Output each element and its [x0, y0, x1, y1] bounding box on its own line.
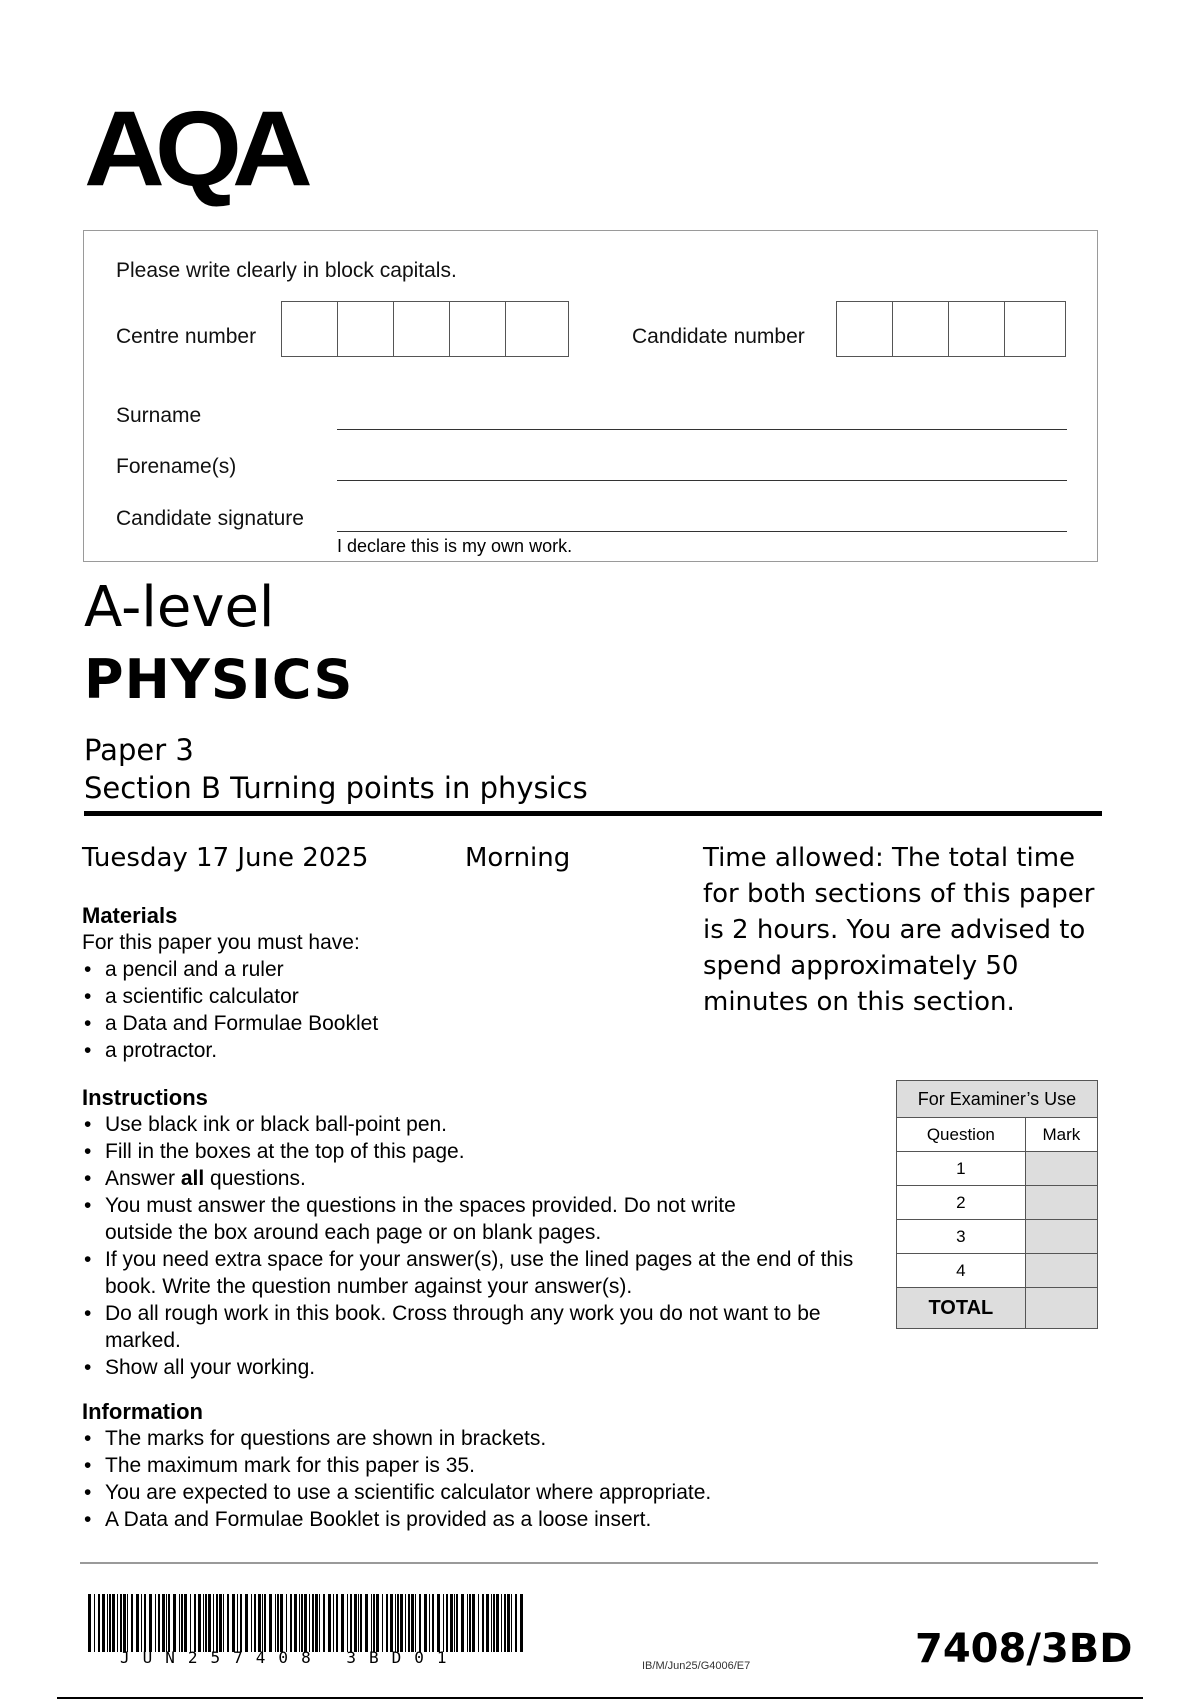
mark-cell[interactable]: [1025, 1152, 1097, 1186]
candidate-number-cell[interactable]: [837, 302, 893, 356]
mark-cell[interactable]: [1025, 1220, 1097, 1254]
list-item: • The maximum mark for this paper is 35.: [82, 1452, 862, 1479]
information-list: [82, 1425, 862, 1533]
candidate-number-boxes: [836, 301, 1066, 357]
materials-list: [82, 956, 782, 1064]
centre-number-label: Centre number: [116, 325, 257, 348]
signature-label: Candidate signature: [116, 507, 304, 530]
exam-date: Tuesday 17 June 2025: [82, 843, 369, 873]
candidate-number-label: Candidate number: [632, 325, 805, 348]
barcode-text: JUN257408 3BD01: [120, 1648, 460, 1667]
answer-suffix: questions.: [204, 1167, 306, 1190]
candidate-number-cell[interactable]: [1005, 302, 1061, 356]
bottom-divider: [80, 1562, 1098, 1564]
list-item: [82, 1165, 862, 1192]
mark-cell[interactable]: [1025, 1186, 1097, 1220]
time-allowed: Time allowed: The total time for both sections of this paper is 2 hours. You are advised to spend approximately 50 minutes on this section.: [703, 843, 1095, 1017]
list-item: • a protractor.: [82, 1037, 782, 1064]
forenames-label: Forename(s): [116, 455, 237, 478]
centre-number-boxes: [281, 301, 569, 357]
question-column-header: Question: [897, 1118, 1026, 1152]
paper-code: 7408/3BD: [915, 1626, 1133, 1672]
candidate-number-cell[interactable]: [949, 302, 1005, 356]
total-label: TOTAL: [897, 1288, 1026, 1329]
question-number: 4: [897, 1254, 1026, 1288]
information-heading: Information: [82, 1399, 203, 1424]
list-item: • You must answer the questions in the spaces provided. Do not write outside the box around each page or on blank pages.: [82, 1192, 795, 1246]
paper-number: Paper 3: [84, 733, 194, 767]
list-item: • a Data and Formulae Booklet: [82, 1010, 782, 1037]
list-item: • Show all your working.: [82, 1354, 862, 1381]
section-title: Section B Turning points in physics: [84, 771, 588, 805]
list-item: • Use black ink or black ball-point pen.: [82, 1111, 862, 1138]
signature-line[interactable]: [337, 531, 1067, 532]
block-capitals-instruction: Please write clearly in block capitals.: [116, 259, 457, 282]
answer-bold: all: [180, 1167, 205, 1190]
total-mark-cell[interactable]: [1025, 1288, 1097, 1329]
centre-number-cell[interactable]: [282, 302, 338, 356]
list-item: • a scientific calculator: [82, 983, 782, 1010]
centre-number-cell[interactable]: [506, 302, 562, 356]
title-divider: [84, 811, 1102, 816]
answer-prefix: Answer: [105, 1167, 181, 1190]
aqa-logo: AQA: [84, 89, 303, 209]
examiner-table-title: For Examiner’s Use: [897, 1081, 1098, 1118]
footer-divider: [57, 1697, 1143, 1699]
examiner-use-table: [896, 1080, 1098, 1329]
centre-number-cell[interactable]: [450, 302, 506, 356]
document-reference: IB/M/Jun25/G4006/E7: [642, 1660, 751, 1672]
surname-line[interactable]: [337, 429, 1067, 430]
list-item: • The marks for questions are shown in brackets.: [82, 1425, 862, 1452]
materials-heading: Materials: [82, 903, 178, 928]
list-item: • a pencil and a ruler: [82, 956, 782, 983]
subject-title: PHYSICS: [84, 648, 354, 711]
centre-number-cell[interactable]: [394, 302, 450, 356]
instructions-list: [82, 1111, 862, 1381]
materials-section: [82, 903, 782, 1064]
instructions-section: [82, 1085, 862, 1381]
surname-label: Surname: [116, 404, 202, 427]
information-section: [82, 1399, 862, 1533]
instructions-heading: Instructions: [82, 1085, 208, 1110]
candidate-number-cell[interactable]: [893, 302, 949, 356]
qualification-level: A-level: [84, 575, 275, 640]
list-item: • A Data and Formulae Booklet is provided as a loose insert.: [82, 1506, 862, 1533]
declaration-text: I declare this is my own work.: [337, 536, 573, 556]
exam-session: Morning: [465, 843, 571, 873]
mark-column-header: Mark: [1025, 1118, 1097, 1152]
materials-intro: For this paper you must have:: [82, 931, 360, 954]
question-number: 2: [897, 1186, 1026, 1220]
barcode-image: [88, 1594, 525, 1652]
list-item: • You are expected to use a scientific calculator where appropriate.: [82, 1479, 862, 1506]
question-number: 1: [897, 1152, 1026, 1186]
list-item: • If you need extra space for your answer(s), use the lined pages at the end of this book. Write the question number against your answer(s).: [82, 1246, 875, 1300]
candidate-details-box: [83, 230, 1098, 562]
list-item: • Do all rough work in this book. Cross through any work you do not want to be marked.: [82, 1300, 845, 1354]
mark-cell[interactable]: [1025, 1254, 1097, 1288]
list-item: • Fill in the boxes at the top of this page.: [82, 1138, 862, 1165]
centre-number-cell[interactable]: [338, 302, 394, 356]
forenames-line[interactable]: [337, 480, 1067, 481]
question-number: 3: [897, 1220, 1026, 1254]
